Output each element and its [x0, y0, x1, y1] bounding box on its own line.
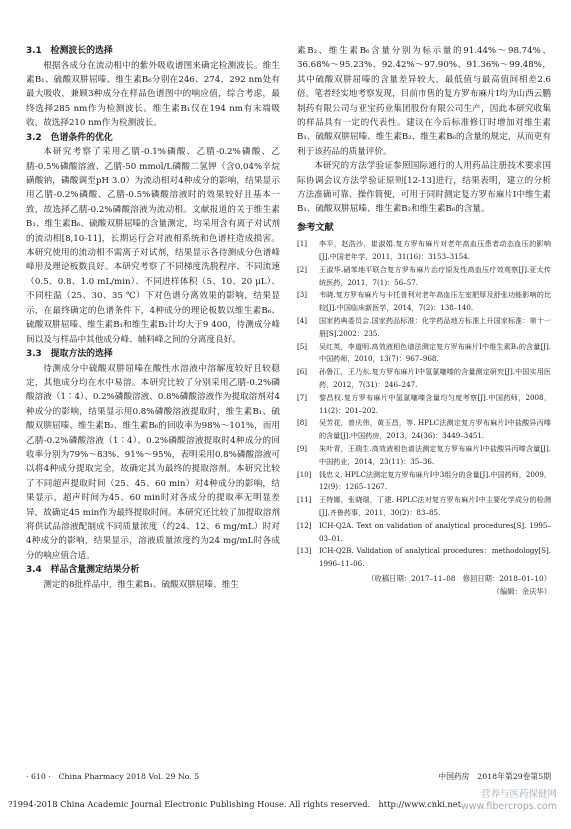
references-list	[297, 238, 551, 571]
right-column	[297, 44, 551, 598]
reference-item: [3] 韦晓.复方罗布麻片与卡托普利对老年高血压左室肥厚及舒张功能影响的比较[J].中国临床新医学，2014，7(2)：138–140.	[297, 290, 551, 313]
footer-page-info-right: 中国药房 2018年第29卷第5期	[438, 772, 551, 781]
section-3-1-body: 根据各成分在流动相中的紫外吸收谱图来确定检测波长。维生素B₁、硫酸双肼屈嗪、维生素B₆分别在246、274、292 nm处有最大吸收，兼顾3种成分在样品色谱图中的响应值，综合考虑，最终选择285 nm作为检测波长。维生素B₁仅在194 nm有末端吸收，故选择210 nm作为检测波长。	[26, 60, 280, 129]
reference-item: [13] ICH-Q2B. Validation of analytical procedures：methodology[S]. 1996–11–06.	[297, 546, 551, 569]
section-3-3-title: 3.3 提取方法的选择	[26, 348, 113, 359]
reference-item: [9] 朱叶青，王瑞生.高效液相色谱法测定复方罗布麻片Ⅰ中盐酸异丙嗪含量[J].中国药业，2014，23(11)：35–36.	[297, 444, 551, 466]
reference-item: [11] 王特娜，张晓瑞，丁建. HPLC法对复方罗布麻片Ⅰ中主要化学成分的检测[J].齐鲁药事，2011，30(2)：83–85.	[297, 495, 551, 518]
reference-item: [1] 李平，赵浩沙，崔淑娟.复方罗布麻片对老年高血压患者动态血压的影响[J].中国老年学，2011，31(16)：3153–3154.	[297, 239, 551, 262]
section-3-2-body: 本研究考察了采用乙腈-0.1%磷酸、乙腈-0.2%磷酸、乙腈-0.5%磷酸溶液、乙腈-50 mmol/L磷酸二氢钾（含0.04%辛烷磺酸钠，磷酸调至pH 3.0）为流动相对4种成分的影响，结果显示用乙腈-0.2%磷酸、乙腈-0.5%磷酸溶液时的效果较好且基本一致，故选择乙腈-0.2%磷酸溶液为流动相。文献报道的关于维生素B₁、维生素B₆、硫酸双肼屈嗪的含量测定，均采用含有离子对试剂的流动相[8,10-11]，长期运行会对液相系统和色谱柱造成损害。本研究使用的流动相不需离子对试剂，结果显示各待测成分色谱峰峰形及理论板数良好。本研究考察了不同梯度洗脱程序、不同流速（0.5、0.8、1.0 mL/min）、不同进样体积（5、10、20 μL）、不同柱温（25、30、35 ℃）下对色谱分离效果的影响，结果显示，在最终确定的色谱条件下，4种成分的理论板数以维生素B₆、硫酸双肼屈嗪、维生素B₁和维生素B₂计均大于9 400，待测成分峰间以及与样品中其他成分峰、辅料峰之间的分离度良好。	[26, 147, 280, 345]
references-heading: 参考文献	[297, 221, 334, 233]
received-revised-dates: （收稿日期：2017–11–08 修回日期：2018–01–10）	[367, 574, 551, 583]
reference-item: [4] 国家药典委员会.国家药品标准：化学药品地方标准上升国家标准：第十一册[S].2002：235.	[297, 316, 551, 338]
conclusion-paragraph: 本研究的方法学验证参照国际通行的人用药品注册技术要求国际协调会议方法学验证原则[12-13]进行，结果表明，建立的分析方法准确可靠、操作简便，可用于同时测定复方罗布麻片Ⅰ中维生素B₁、硫酸双肼屈嗪、维生素B₂和维生素B₆的含量。	[297, 161, 551, 215]
section-3-4-body: 测定的8批样品中，维生素B₁、硫酸双肼屈嗪、维生	[43, 579, 239, 590]
editor-note: （编辑：余庆华）	[492, 586, 551, 596]
watermark-logo: 营养与医药保健网 www.fibercrops.com	[460, 789, 557, 812]
copyright-line: ?1994-2018 China Academic Journal Electronic Publishing House. All rights reserved. http://www.cnki.net	[8, 799, 462, 809]
section-3-3-body: 待测成分中硫酸双肼屈嗪在酸性水溶液中溶解度较好且较稳定，其他成分均在水中易溶。本研究比较了分别采用乙腈-0.2%磷酸溶液（1∶4）、0.2%磷酸溶液、0.8%磷酸溶液作为提取溶剂对4种成分的影响，结果显示用0.8%磷酸溶液提取时，维生素B₁、硫酸双肼屈嗪、维生素B₂、维生素B₆的回收率为98%～101%，而用乙腈-0.2%磷酸溶液（1∶4）、0.2%磷酸溶液提取时4种成分的回收率分别为79%～83%、91%～95%，表明采用0.8%磷酸溶液可以将4种成分提取完全，故确定其为最终的提取溶剂。本研究比较了不同超声提取时间（25、45、60 min）对4种成分的影响，结果显示，超声时间为45、60 min时对各成分的提取率无明显差异，故确定45 min作为最终提取时间。本研究还比较了加提取溶剂将供试品溶液配制成不同质量浓度（约24、12、6 mg/mL）时对4种成分的影响，结果显示，溶液质量浓度约为24 mg/mL时各成分的响应值合适。	[26, 363, 280, 561]
section-3-4-title: 3.4 样品含量测定结果分析	[26, 565, 140, 576]
left-column	[26, 44, 280, 592]
reference-item: [12] ICH-Q2A. Text on validation of analytical procedures[S]. 1995–03–01.	[297, 520, 551, 543]
section-3-1-title: 3.1 检测波长的选择	[26, 46, 113, 56]
reference-item: [2] 王淑华.硝苯地平联合复方罗布麻片治疗原发性高血压疗效观察[J].亚太传统医药，2011，7(1)：56–57.	[297, 264, 551, 287]
section-3-2-title: 3.2 色谱条件的优化	[26, 132, 113, 143]
reference-item: [8] 吴芳花，曾庆伟，黄玉昌，等. HPLC法测定复方罗布麻片Ⅰ中盐酸异丙嗪的含量[J].中国药房，2013，24(36)：3449–3451.	[297, 418, 551, 441]
reference-item: [5] 吴红英，李道明.高效液相色谱法测定复方罗布麻片Ⅰ中维生素B₁的含量[J].中国药师，2010，13(7)：967–968.	[297, 341, 551, 364]
reference-item: [10] 钱忠义. HPLC法测定复方罗布麻片Ⅰ中3组分的含量[J].中国药师，2009，12(9)：1265–1267.	[297, 469, 551, 492]
footer-page-info-left: · 610 · China Pharmacy 2018 Vol. 29 No. 5	[26, 772, 200, 781]
reference-item: [6] 孙鲁江，王乃东.复方罗布麻片Ⅰ中氢氯噻嗪的含量测定研究[J].中国实用医药，2012，7(31)：246–247.	[297, 367, 551, 390]
reference-item: [7] 黎昌权.复方罗布麻片中氢氯噻嗪含量均匀度考察[J].中国药师，2008，11(2)：201–202.	[297, 392, 551, 415]
section-3-4-continued: 素B₂、维生素B₆含量分别为标示量的91.44%～98.74%、36.68%～95.23%、92.42%～97.90%、91.36%～99.48%，其中硫酸双肼屈嗪的含量差异较大，最低值与最高值间相差2.6倍。笔者经实地考察发现，目前市售的复方罗布麻片Ⅰ均为山西云鹏制药有限公司与亚宝药业集团股份有限公司生产，因此本研究收集的样品具有一定的代表性。建议在今后标准修订时增加对维生素B₁、硫酸双肼屈嗪、维生素B₂、维生素B₆的含量的规定，从而更有利于该药品的质量评价。	[297, 46, 551, 157]
